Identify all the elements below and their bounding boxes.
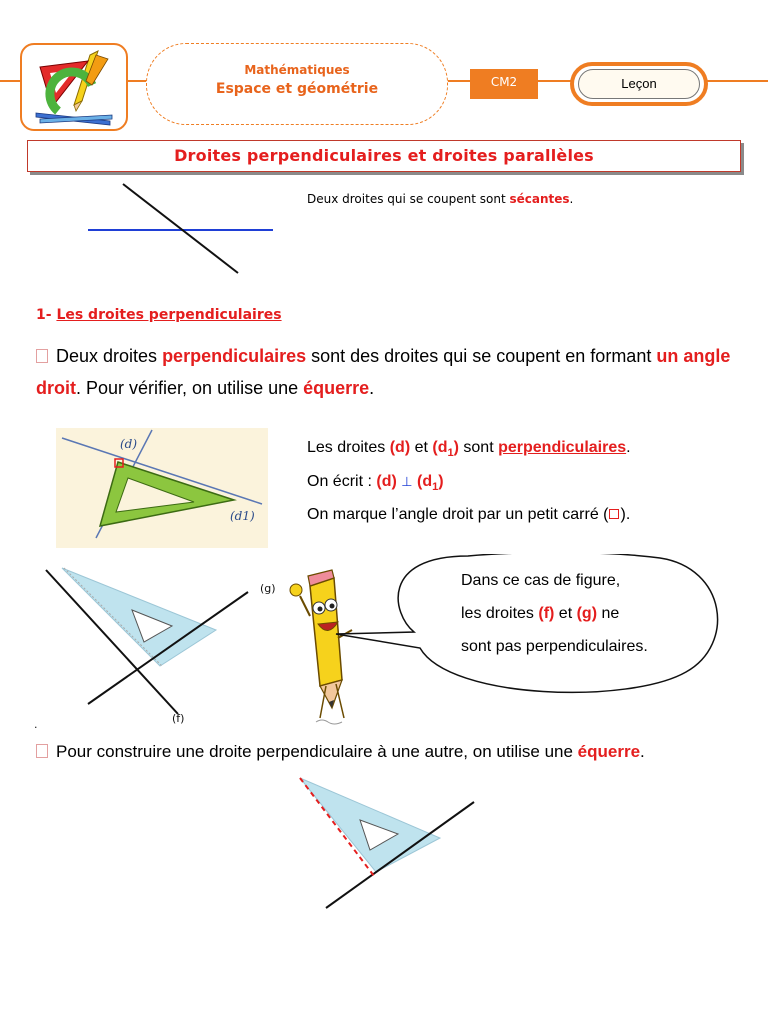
example-line-2: [307, 473, 444, 493]
example-line-1: [307, 439, 631, 459]
secant-lines-figure: [80, 178, 280, 278]
section-1-heading: [36, 307, 282, 323]
bullet-icon: [36, 744, 48, 758]
def-keyword-3: équerre: [303, 378, 370, 398]
bullet-icon: [36, 349, 48, 363]
small-square-icon: [609, 509, 619, 519]
ex2-d1-main: (d: [417, 473, 433, 490]
ex2-d1-close: ): [438, 473, 444, 490]
bubble-line-1: Dans ce cas de figure,: [461, 572, 621, 589]
def-text-3: . Pour vérifier, on utilise une: [76, 378, 304, 398]
ex3-end: ).: [620, 506, 631, 523]
ex1-text-c: sont: [458, 439, 499, 456]
ex3-text: On marque l’angle droit par un petit carré (: [307, 506, 609, 523]
secant-keyword: sécantes: [509, 192, 570, 206]
ex2-d1: [417, 473, 444, 494]
def-keyword-1: perpendiculaires: [162, 346, 307, 366]
def-text-4: .: [369, 378, 375, 398]
ex1-end: .: [626, 439, 631, 456]
label-d: (d): [120, 437, 138, 451]
def-text-1: Deux droites: [56, 346, 163, 366]
ex1-d1: [432, 439, 459, 460]
ex1-text-a: Les droites: [307, 439, 390, 456]
label-g: (g): [260, 582, 276, 595]
ex1-d1-main: (d: [432, 439, 448, 456]
lesson-label: [570, 62, 708, 106]
perpendicular-figure-svg: [56, 428, 268, 548]
bubble-text-c: ne: [597, 605, 620, 622]
ex1-d: (d): [389, 439, 411, 456]
secant-end: .: [569, 192, 574, 206]
black-line: [123, 184, 238, 273]
construction-figure: [280, 770, 500, 920]
construction-keyword: équerre: [577, 742, 641, 761]
ex1-d1-close: ): [453, 439, 459, 456]
figure-dot: .: [34, 718, 38, 730]
ex2-text-a: On écrit :: [307, 473, 377, 490]
ex1-d1-sub: 1: [447, 447, 454, 460]
construction-paragraph: [36, 736, 756, 768]
bubble-g: (g): [576, 605, 598, 622]
ex2-d1-sub: 1: [432, 481, 439, 494]
bubble-text-a: les droites: [461, 605, 539, 622]
ex1-keyword: perpendiculaires: [498, 439, 627, 456]
geometry-tools-icon: [22, 45, 126, 129]
lesson-title-box: [27, 140, 741, 172]
secant-definition: [307, 192, 573, 206]
definition-paragraph: [36, 340, 746, 404]
non-perpendicular-figure: [32, 560, 292, 730]
example-line-3: [307, 506, 630, 524]
construction-text: Pour construire une droite perpendiculaire à une autre, on utilise une: [56, 742, 578, 761]
construction-end: .: [640, 742, 645, 761]
section-1-number: 1-: [36, 307, 52, 323]
ex2-d: (d): [376, 473, 397, 490]
subtopic-title: Espace et géométrie: [215, 81, 379, 97]
lesson-label-text: Leçon: [578, 69, 700, 99]
ex1-text-b: et: [410, 439, 433, 456]
subject-title: Mathématiques: [244, 63, 350, 77]
section-1-title: Les droites perpendiculaires: [56, 307, 282, 323]
bubble-line-2: [461, 605, 619, 623]
def-keyword-2: un angle droit: [36, 346, 731, 398]
perpendicular-symbol: ⊥: [401, 474, 413, 489]
level-badge: CM2: [470, 69, 538, 99]
label-f: (f): [172, 712, 185, 725]
def-text-2: sont des droites qui se coupent en formant: [306, 346, 657, 366]
bubble-line-3: sont pas perpendiculaires.: [461, 638, 648, 655]
bubble-f: (f): [538, 605, 555, 622]
subject-banner: [146, 43, 448, 125]
secant-text: Deux droites qui se coupent sont: [307, 192, 510, 206]
perpendicular-figure: [56, 428, 268, 548]
geometry-logo: [20, 43, 128, 131]
label-d1: (d1): [230, 509, 255, 523]
bubble-text-b: et: [554, 605, 577, 622]
lesson-title: Droites perpendiculaires et droites parallèles: [174, 146, 594, 165]
